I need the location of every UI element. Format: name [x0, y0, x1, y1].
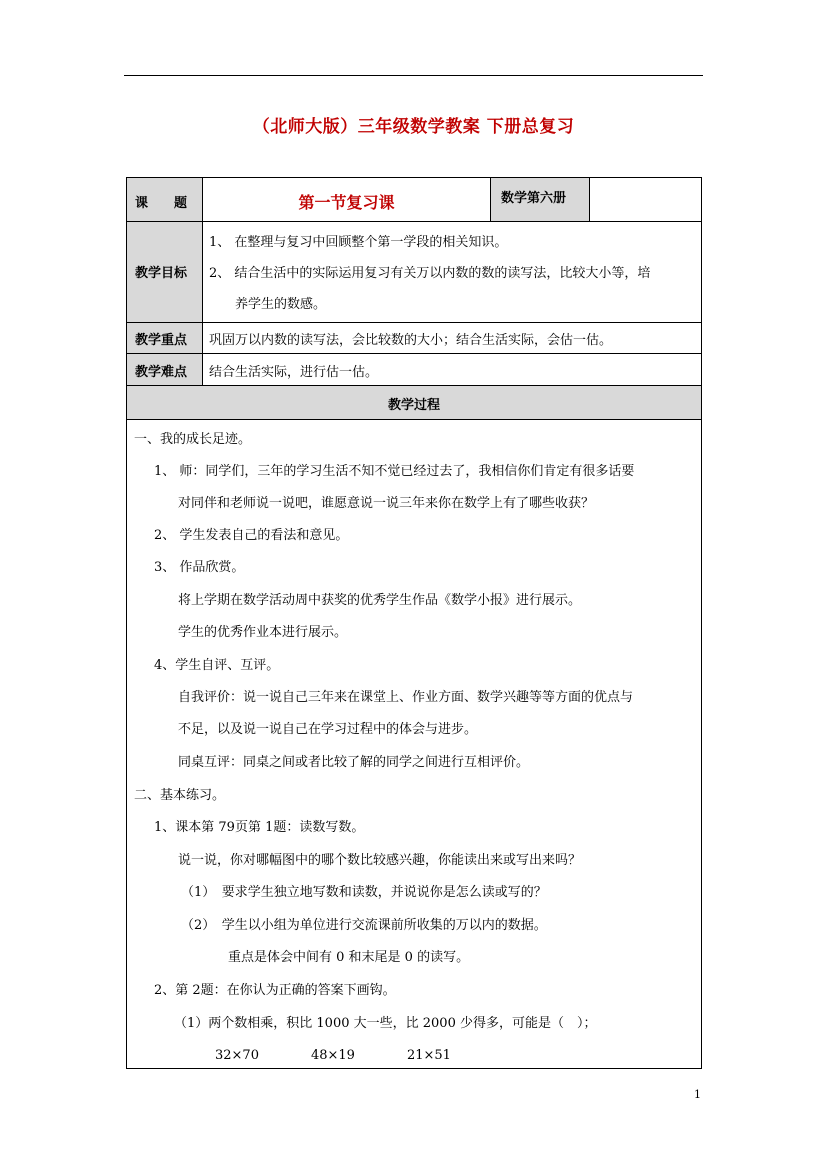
focus-text: 巩固万以内数的读写法，会比较数的大小；结合生活实际，会估一估。 — [209, 333, 613, 348]
goal-2a: 2、 结合生活中的实际运用复习有关万以内数的数的读写法，比较大小等，培 — [209, 266, 651, 281]
goals-label: 教学目标 — [135, 266, 188, 281]
lesson-plan-table — [126, 177, 702, 1069]
process-line: 二、基本练习。 — [134, 788, 226, 803]
process-line: 不足，以及说一说自己在学习过程中的体会与进步。 — [178, 722, 478, 737]
row-divider — [127, 322, 701, 323]
process-line: 3、 作品欣赏。 — [154, 560, 245, 575]
process-line: 32×70 48×19 21×51 — [215, 1048, 451, 1063]
process-header: 教学过程 — [387, 398, 440, 413]
process-line: 对同伴和老师说一说吧，谁愿意说一说三年来你在数学上有了哪些收获？ — [178, 496, 595, 511]
process-line: （2） 学生以小组为单位进行交流课前所收集的万以内的数据。 — [181, 918, 547, 933]
process-line: 1、课本第 79页第 1题：读数写数。 — [154, 820, 365, 835]
process-line: 说一说，你对哪幅图中的哪个数比较感兴趣，你能读出来或写出来吗？ — [178, 853, 582, 868]
process-line: 将上学期在数学活动周中获奖的优秀学生作品《数学小报》进行展示。 — [178, 593, 582, 608]
header-rule — [124, 75, 703, 76]
col-divider — [589, 178, 590, 221]
process-line: 重点是体会中间有 0 和末尾是 0 的读写。 — [228, 950, 470, 965]
process-line: 2、第 2题：在你认为正确的答案下画钩。 — [154, 983, 396, 998]
row-divider — [127, 385, 701, 386]
process-line: 1、 师：同学们，三年的学习生活不知不觉已经过去了，我相信你们肯定有很多话要 — [154, 464, 635, 479]
process-line: 同桌互评：同桌之间或者比较了解的同学之间进行互相评价。 — [178, 755, 530, 770]
lesson-title: 第一节复习课 — [298, 193, 395, 212]
col-divider — [490, 178, 491, 221]
process-line: （1）两个数相乘，积比 1000 大一些，比 2000 少得多，可能是（ ）； — [174, 1016, 597, 1031]
focus-label: 教学重点 — [135, 333, 188, 348]
goal-2b: 养学生的数感。 — [235, 297, 327, 312]
difficulty-label: 教学难点 — [135, 365, 188, 380]
process-line: 4、学生自评、互评。 — [154, 658, 280, 673]
process-line: （1） 要求学生独立地写数和读数，并说说你是怎么读或写的？ — [181, 885, 547, 900]
process-line: 学生的优秀作业本进行展示。 — [178, 625, 348, 640]
document-title: （北师大版）三年级数学教案 下册总复习 — [252, 117, 575, 137]
row-divider — [127, 419, 701, 420]
row-divider — [127, 221, 701, 222]
page-number: 1 — [694, 1088, 701, 1101]
process-line: 自我评价：说一说自己三年来在课堂上、作业方面、数学兴趣等等方面的优点与 — [178, 690, 634, 705]
difficulty-text: 结合生活实际，进行估一估。 — [209, 365, 379, 380]
topic-label: 课 题 — [135, 196, 188, 211]
row-divider — [127, 353, 701, 354]
process-line: 2、 学生发表自己的看法和意见。 — [154, 528, 349, 543]
process-line: 一、我的成长足迹。 — [134, 432, 252, 447]
book-name: 数学第六册 — [501, 191, 567, 206]
goal-1: 1、 在整理与复习中回顾整个第一学段的相关知识。 — [209, 235, 508, 250]
